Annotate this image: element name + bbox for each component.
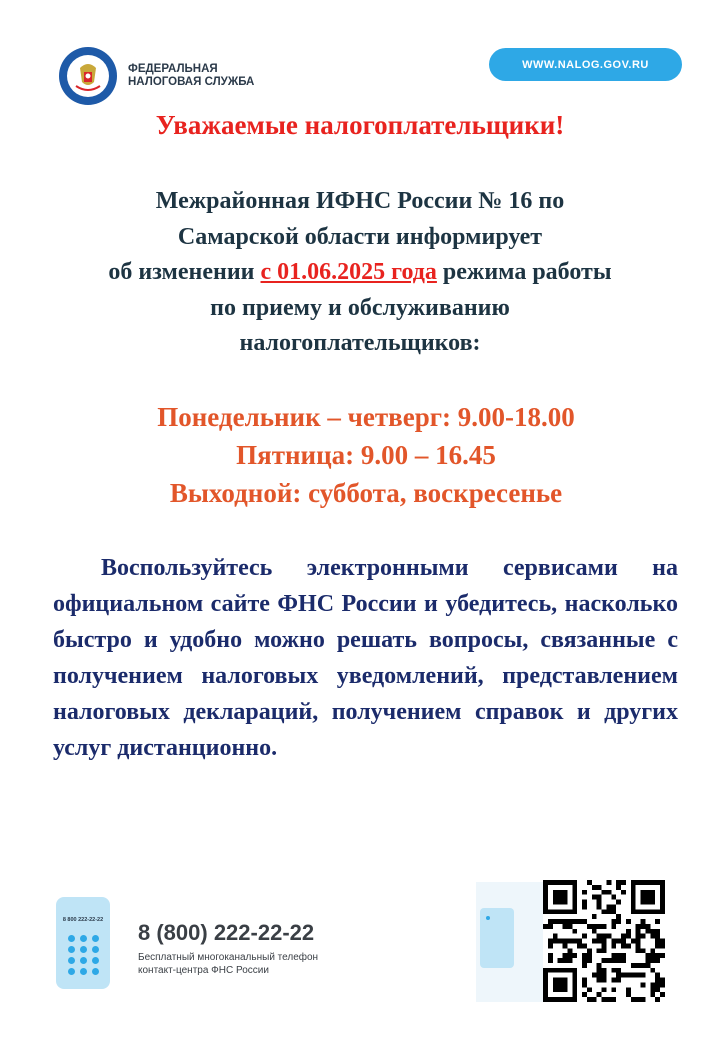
qr-code-icon[interactable]: [543, 880, 665, 1002]
phone-description: Бесплатный многоканальный телефон контакт-центра ФНС России: [138, 952, 319, 976]
phone-icon-number: 8 800 222-22-22: [62, 917, 104, 923]
keypad-dot: [92, 946, 99, 953]
notice-line: Межрайонная ИФНС России № 16 по: [155, 188, 565, 214]
page-title: Уважаемые налогоплательщики!: [155, 110, 565, 140]
keypad-dot: [80, 968, 87, 975]
site-link-button[interactable]: WWW.NALOG.GOV.RU: [489, 48, 682, 81]
schedule-weekdays: Понедельник – четверг: 9.00-18.00: [157, 402, 575, 432]
body-paragraph: Воспользуйтесь электронными сервисами на официальном сайте ФНС России и убедитесь, насколько быстро и удобно можно решать вопросы, связанные с получением налоговых уведомлений, представлением налоговых деклараций, получением справок и других услуг дистанционно.: [53, 555, 678, 761]
schedule-weekend: Выходной: суббота, воскресенье: [169, 478, 563, 508]
keypad-dot: [80, 935, 87, 942]
keypad-dot: [68, 957, 75, 964]
schedule: [0, 398, 720, 512]
qr-decor-phone-icon: [476, 882, 546, 1002]
notice-line: Самарской области информирует: [177, 223, 543, 250]
phone-number[interactable]: 8 (800) 222-22-22: [138, 920, 315, 945]
phone-icon: [56, 897, 110, 989]
keypad-dot: [80, 946, 87, 953]
keypad-dot: [92, 968, 99, 975]
notice-date: с 01.06.2025 года: [260, 259, 437, 285]
notice-line3-post: режима работы: [436, 259, 612, 285]
fns-logo-icon: [58, 46, 118, 106]
keypad-dot: [68, 968, 75, 975]
keypad-dot: [68, 946, 75, 953]
org-name: ФЕДЕРАЛЬНАЯ НАЛОГОВАЯ СЛУЖБА: [128, 63, 255, 88]
keypad-dot: [92, 957, 99, 964]
schedule-friday: Пятница: 9.00 – 16.45: [236, 440, 496, 470]
keypad-dot: [80, 957, 87, 964]
keypad-dot: [92, 935, 99, 942]
notice-line3-pre: об изменении: [108, 259, 261, 285]
notice-line: [40, 255, 680, 291]
notice-text: [40, 184, 680, 362]
keypad-dot: [68, 935, 75, 942]
notice-line: налогоплательщиков:: [239, 330, 481, 356]
notice-line: по приему и обслуживанию: [210, 294, 510, 321]
